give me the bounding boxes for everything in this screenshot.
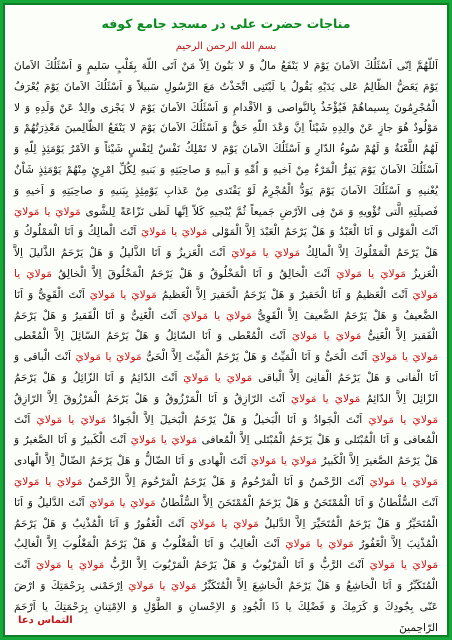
supplication-segment: اَنْتَ الْجَوادُ وَ اَنَا الْبَخيلُ وَ هَلْ يَرْحَمُ الْبَخيلَ اِلاَّ الْجَوادُ — [112, 413, 363, 426]
call-phrase: مَولايَ يا مَولايَ — [291, 392, 361, 405]
supplication-segment: اَنْتَ الْعَظيمُ وَ اَنَا الْحَقيرُ وَ هَلْ يَرْحَمُ الْحَقيرَ اِلاَّ الْعَظيمُ — [161, 288, 408, 301]
footer-note: التماس دعا — [18, 615, 73, 626]
opening-paragraph: اَللّهُمَّ اِنّى اَسْئَلُكَ الاَمانَ يَوْمَ لا يَنْفَعُ مالٌ وَ لا بَنُونَ اِلاّ مَنْ اَتَى اللّهَ بِقَلْبٍ سَليمٍ وَ اَسْئَلُكَ الاَمانَ يَوْمَ يَعَضُّ الظّالِمُ عَلى يَدَيْهِ يَقُولُ يا لَيْتَنِى اتَّخَذْتُ مَعَ الرَّسُولِ سَبيلاً وَ اَسْئَلُكَ الاَمانَ يَوْمَ يُعْرَفُ الْمُجْرِمُونَ بِسيماهُمْ فَيُؤْخَذُ بِالنَّواصى وَ الاَقْدامِ وَ اَسْئَلُكَ الاَمانَ يَوْمَ لا يَجْزى والِدٌ عَنْ وَلَدِهِ وَ لا مَوْلُودٌ هُوَ جازٍ عَنْ والِدِهِ شَيْئاً اِنَّ وَعْدَ اللّهِ حَقٌّ وَ اَسْئَلُكَ الاَمانَ يَوْمَ لا يَنْفَعُ الظّالِمينَ مَعْذِرَتُهُمْ وَ لَهُمُ اللَّعْنَةُ وَ لَهُمْ سُوءُ الدّارِ وَ اَسْئَلُكَ الاَمانَ يَوْمَ لا تَمْلِكُ نَفْسٌ لِنَفْسٍ شَيْئاً وَ الاَمْرُ يَوْمَئِذٍ لِلّهِ وَ اَسْئَلُكَ الاَمانَ يَوْمَ يَفِرُّ الْمَرْءُ مِنْ اَخيهِ وَ اُمِّهِ وَ اَبيهِ وَ صاحِبَتِهِ وَ بَنيهِ لِكُلِّ امْرِئٍ مِنْهُمْ يَوْمَئِذٍ شَاْنٌ يُغْنيهِ وَ اَسْئَلُكَ الاَمانَ يَوْمَ يَوَدُّ الْمُجْرِمُ لَوْ يَفْتَدى مِنْ عَذابِ يَوْمِئِذٍ بِبَنيهِ وَ صاحِبَتِهِ وَ اَخيهِ وَ فَصيلَتِهِ الَّتى تُؤْويهِ وَ مَنْ فِى الاَرْضِ جَميعاً ثُمَّ يُنْجيهِ كَلاّ اِنَّها لَظى نَزّاعَةً لِلشَّوى — [14, 60, 438, 218]
supplication-segment: اَنْتَ الْكَبيرُ وَ اَنَا الصَّغيرُ وَ هَلْ يَرْحَمُ الصَّغيرَ اِلاَّ الْكَبيرُ — [14, 434, 438, 468]
supplication-segment: اَنْتَ الْعَزيزُ وَ اَنَا الذَّليلُ وَ هَلْ يَرْحَمُ الذَّليلَ اِلاَّ الْعَزيزُ — [14, 247, 439, 280]
supplication-segment: اَنْتَ الرَّبُّ وَ اَنَا الْمَرْبُوبُ وَ هَلْ يَرْحَمُ الْمَرْبُوبَ اِلاَّ الرَّبُّ — [109, 559, 364, 572]
call-phrase: مَولايَ يا مَولايَ — [14, 475, 83, 488]
call-phrase: مَولايَ يا مَولايَ — [128, 579, 197, 592]
call-phrase: مَولايَ يا مَولايَ — [130, 434, 197, 447]
supplication-segment: اَنْتَ الْمُتَكَبِّرُ وَ اَنَا الْخاشِعُ وَ هَلْ يَرْحَمُ الْخاشِعَ اِلاَّ الْمُتَكَبِّرُ — [14, 559, 439, 592]
supplication-segment: اَنْتَ الرّازِقُ وَ اَنَا الْمَرْزُوقُ وَ هَلْ يَرْحَمُ الْمَرْزُوقَ اِلاَّ الرّازِقُ — [14, 392, 285, 405]
call-phrase: مَولايَ يا مَولايَ — [14, 205, 81, 218]
call-phrase: مَولايَ يا مَولايَ — [190, 517, 259, 530]
supplication-segment: اَنْتَ الْغَفُورُ وَ اَنَا الْمُذْنِبُ وَ هَلْ يَرْحَمُ الْمُذْنِبَ اِلاَّ الْغَفُورُ — [14, 517, 439, 551]
supplication-segment: اَنْتَ الدّائِمُ وَ اَنَا الزّائِلُ وَ هَلْ يَرْحَمُ الزّائِلَ اِلاَّ الدّائِمُ — [14, 371, 439, 405]
call-phrase: مَولايَ يا مَولايَ — [182, 309, 252, 322]
call-phrase: مَولايَ يا مَولايَ — [336, 267, 406, 280]
supplication-segment: اَنْتَ الْمُعْطى وَ اَنَا السّائِلُ وَ هَلْ يَرْحَمُ السّائِلَ اِلاَّ الْمُعْطى — [14, 330, 286, 343]
supplication-segment: اَنْتَ الْهادى وَ اَنَا الضّالُّ وَ هَلْ يَرْحَمُ الضّالَّ اِلاَّ الْهادى — [14, 455, 247, 468]
supplication-segment: اَنْتَ الرَّحْمنُ وَ اَنَا الْمَرْحُومُ وَ هَلْ يَرْحَمُ الْمَرْحُومَ اِلاَّ الرَّحْمنُ — [88, 475, 364, 488]
supplication-segment: اَنْتَ السُّلْطانُ وَ اَنَا الْمُمْتَحَنُ وَ هَلْ يَرْحَمُ الْمُمْتَحَنَ اِلاَّ السُّلْطانُ — [160, 496, 439, 509]
supplication-segment: اَنْتَ الْقَوِىُّ وَ اَنَا الضَّعيفُ وَ هَلْ يَرْحَمُ الضَّعيفَ اِلاَّ الْقَوِىُّ — [14, 288, 438, 322]
supplication-segment: اَنْتَ الْمالِكُ وَ اَنَا الْمَمْلُوكُ وَ هَلْ يَرْحَمُ الْمَمْلُوكَ اِلاَّ الْمالِكُ — [14, 226, 439, 260]
supplication-segment: اَنْتَ الْمُعافى وَ اَنَا الْمُبْتَلى وَ هَلْ يَرْحَمُ الْمُبْتَلى اِلاَّ الْمُعافى — [14, 413, 438, 447]
call-phrase: مَولايَ يا مَولايَ — [285, 538, 354, 551]
call-phrase: مَولايَ يا مَولايَ — [140, 226, 208, 239]
call-phrase: مَولايَ يا مَولايَ — [231, 247, 301, 260]
page-title: مناجات حضرت علی در مسجد جامع کوفه — [101, 16, 351, 31]
call-phrase: مَولايَ يا مَولايَ — [291, 330, 362, 343]
call-phrase: مَولايَ يا مَولايَ — [75, 351, 142, 364]
call-phrase: مَولايَ يا مَولايَ — [369, 559, 439, 572]
call-phrase: مَولايَ يا مَولايَ — [371, 351, 439, 364]
call-phrase: مَولايَ يا مَولايَ — [183, 371, 253, 384]
call-phrase: مَولايَ يا مَولايَ — [89, 496, 156, 509]
call-phrase: مَولايَ يا مَولايَ — [36, 413, 107, 426]
supplication-segment: اَنْتَ الْغَنِىُّ وَ اَنَا الْفَقيرُ وَ هَلْ يَرْحَمُ الْفَقيرَ اِلاَّ الْغَنِىُّ — [14, 309, 438, 343]
call-phrase: مَولايَ يا مَولايَ — [35, 559, 105, 572]
page-inner — [8, 8, 444, 632]
supplication-segment: اَنْتَ الدَّليلُ وَ اَنَا الْمُتَحَيِّرُ وَ هَلْ يَرْحَمُ الْمُتَحَيِّرَ اِلاَّ الدَّليلُ — [14, 496, 438, 530]
supplication-segment: اَنْتَ الْخالِقُ وَ اَنَا الْمَخْلُوقُ وَ هَلْ يَرْحَمُ الْمَخْلُوقَ اِلاَّ الْخالِقُ — [58, 267, 331, 280]
call-phrase: مَولايَ يا مَولايَ — [369, 475, 438, 488]
call-phrase: مَولايَ يا مَولايَ — [250, 455, 317, 468]
call-phrase: مَولايَ يا مَولايَ — [368, 413, 439, 426]
basmala: بسم الله الرحمن الرحيم — [175, 41, 277, 52]
supplication-segment: اَنْتَ الْحَىُّ وَ اَنَا الْمَيِّتُ وَ هَلْ يَرْحَمُ الْمَيِّتَ اِلاَّ الْحَىُّ — [146, 351, 368, 364]
call-phrase: مَولايَ يا مَولايَ — [89, 288, 157, 301]
supplication-segment: اَنْتَ الْغالِبُ وَ اَنَا الْمَغْلُوبُ وَ هَلْ يَرْحَمُ الْمَغْلُوبَ اِلاَّ الْغالِبُ — [14, 538, 280, 551]
call-phrase: مَولايَ يا مَولايَ — [14, 267, 438, 301]
page-frame — [3, 3, 449, 637]
closing-supplication: اِرْحَمْنى بِرَحْمَتِكَ وَ ارْضَ عَنّى بِجُودِكَ وَ كَرَمِكَ وَ فَضْلِكَ يا ذَا الْجُودِ وَ الاِحْسانِ وَ الطَّوْلِ وَ الاِمْتِنانِ بِرَحْمَتِكَ يا اَرْحَمَ الرّاحِمينَ — [14, 579, 438, 634]
supplication-segment: اَنْتَ الْباقى وَ اَنَا الْفانى وَ هَلْ يَرْحَمُ الْفانِىَ اِلاَّ الْباقى — [14, 351, 439, 384]
supplication-segment: اَنْتَ الْمَوْلى وَ اَنَا الْعَبْدُ وَ هَلْ يَرْحَمُ الْعَبْدَ اِلاَّ الْمَوْلى — [211, 226, 439, 239]
